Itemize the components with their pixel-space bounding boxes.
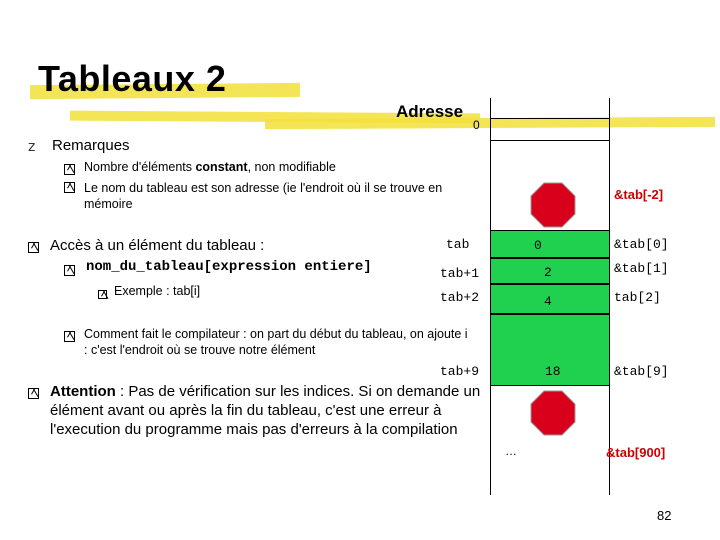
y-bullet-icon (64, 329, 75, 347)
memory-divider (490, 118, 610, 119)
before-label: &tab[-2] (614, 187, 664, 202)
row-pointer: &tab[1] (614, 261, 669, 276)
remark-2: Le nom du tableau est son adresse (ie l'endroit où il se trouve en mémoire (84, 181, 443, 211)
y-bullet-icon (28, 240, 39, 258)
y-bullet-icon (64, 263, 75, 281)
ellipsis: … (505, 444, 517, 458)
compiler-note: Comment fait le compilateur : on part du début du tableau, on ajoute i : c'est l'endroit où se trouve notre élément (84, 327, 468, 357)
row-address: tab (446, 237, 470, 252)
attention-bold: Attention (50, 383, 116, 400)
row-pointer: &tab[0] (614, 237, 669, 252)
memory-divider (490, 140, 610, 141)
access-heading: Accès à un élément du tableau : (50, 237, 265, 254)
remark-1-bold: constant (195, 160, 248, 174)
memory-cell (490, 230, 610, 258)
remarks-bullet-icon: z (28, 139, 36, 155)
row-pointer: tab[2] (614, 290, 661, 305)
access-syntax: nom_du_tableau[expression entiere] (86, 259, 372, 275)
row-address: tab+2 (440, 290, 480, 305)
remark-1 (84, 159, 336, 175)
remarks-heading: Remarques (52, 137, 130, 154)
remark-1-tail: , non modifiable (247, 160, 336, 174)
cell-value: 0 (534, 238, 542, 253)
access-example: Exemple : tab[i] (114, 284, 201, 298)
cell-value: 2 (544, 265, 552, 280)
row-address: tab+1 (440, 266, 480, 281)
attention-text: : Pas de vérification sur les indices. Si on demande un élément avant ou après la fin du tableau, c'est une erreur à l'execution du programme mais pas d'erreurs à la compilation (50, 383, 481, 438)
page-title: Tableaux 2 (38, 58, 227, 99)
stop-sign-icon (530, 390, 576, 436)
memory-label-sub: 0 (473, 118, 480, 132)
stop-sign-icon (530, 182, 576, 228)
y-bullet-icon (64, 162, 75, 180)
row-pointer: &tab[9] (614, 364, 669, 379)
cell-value: 18 (545, 364, 561, 379)
row-address: tab+9 (440, 364, 480, 379)
cell-value: 4 (544, 294, 552, 309)
remark-1-text: Nombre d'éléments (84, 160, 196, 174)
y-bullet-icon (64, 180, 75, 198)
attention-paragraph (50, 382, 490, 439)
y-bullet-icon (28, 386, 39, 404)
y-bullet-icon (98, 286, 107, 304)
after-label: &tab[900] (606, 445, 666, 460)
memory-label: Adresse (396, 102, 464, 121)
page-number: 82 (657, 508, 672, 523)
